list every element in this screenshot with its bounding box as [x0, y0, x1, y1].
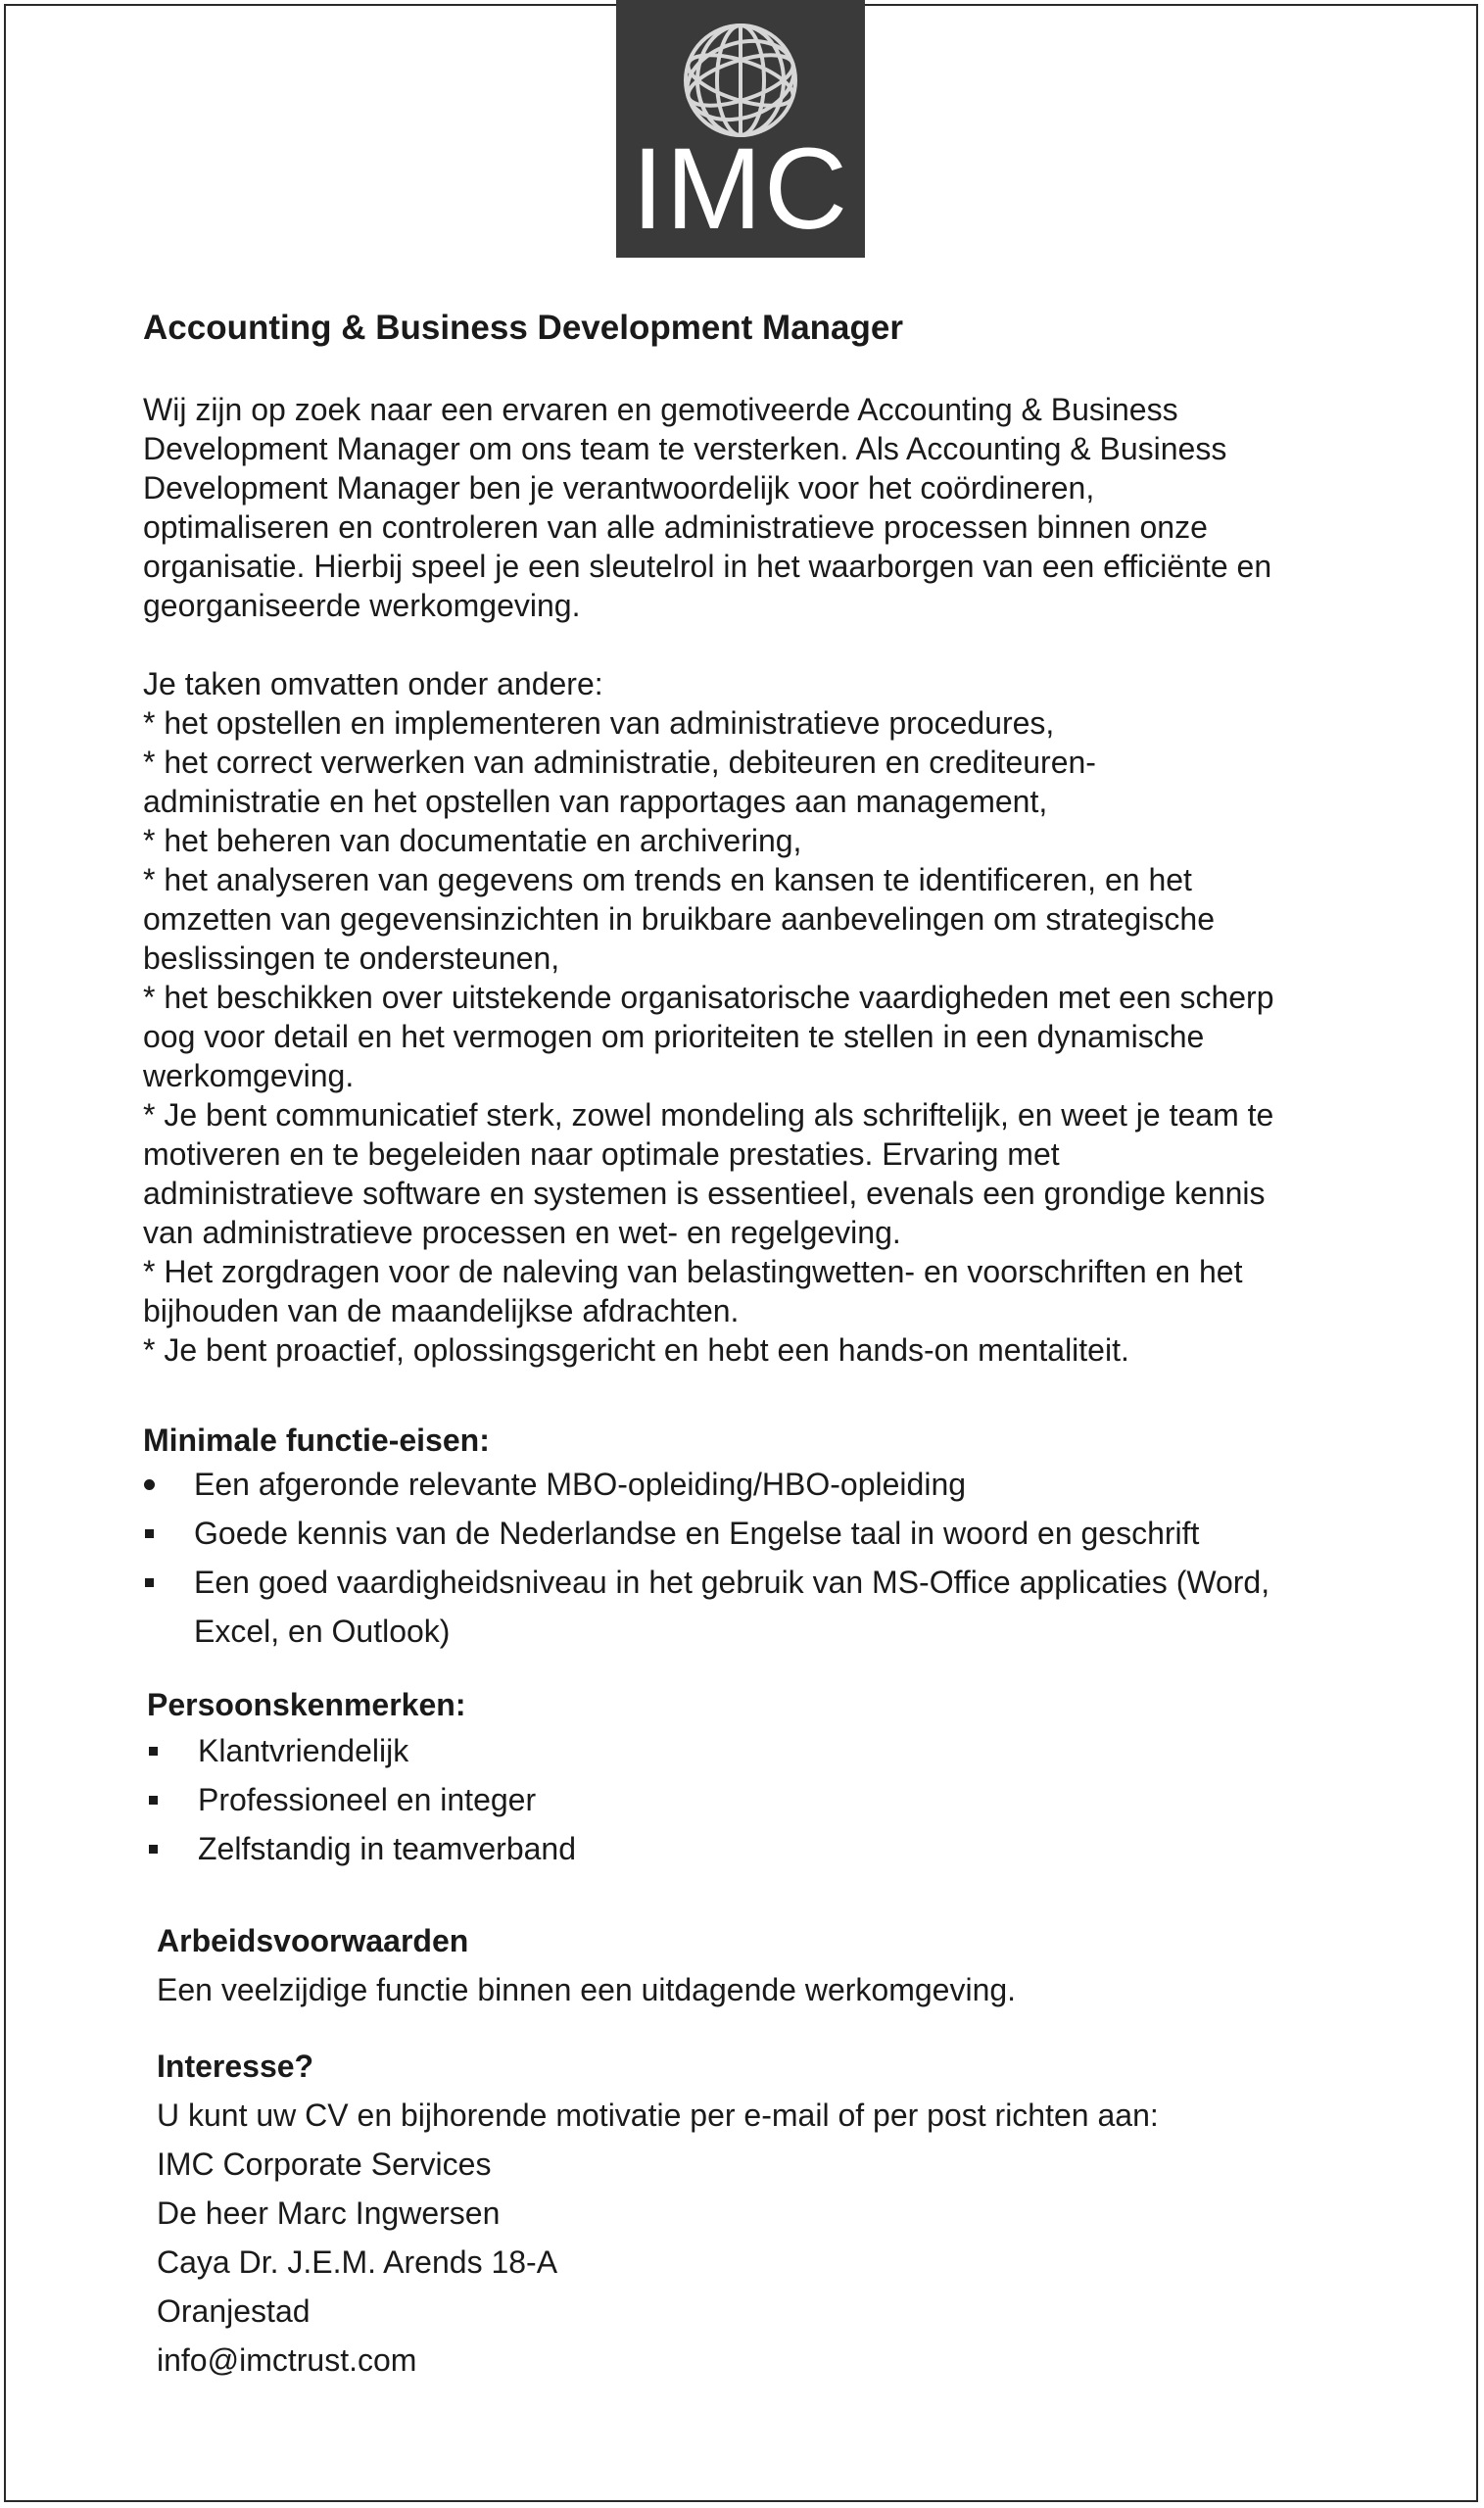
contact-person: De heer Marc Ingwersen [157, 2195, 501, 2231]
tasks-line: motiveren en te begeleiden naar optimale prestaties. Ervaring met [143, 1136, 1060, 1172]
list-item-text: Klantvriendelijk [198, 1733, 409, 1768]
intro-line: Wij zijn op zoek naar een ervaren en gemotiveerde Accounting & Business [143, 392, 1178, 427]
requirements-heading: Minimale functie-eisen: [143, 1423, 490, 1458]
tasks-line: * het beheren van documentatie en archivering, [143, 823, 802, 858]
list-item [147, 1824, 1416, 1873]
bullet-icon [145, 1578, 154, 1587]
tasks-line: * Je bent communicatief sterk, zowel mondeling als schriftelijk, en weet je team te [143, 1097, 1274, 1133]
tasks-line: oog voor detail en het vermogen om prioriteiten te stellen in een dynamische [143, 1019, 1205, 1054]
tasks-line: * het beschikken over uitstekende organisatorische vaardigheden met een scherp [143, 980, 1274, 1015]
job-title: Accounting & Business Development Manager [143, 309, 903, 347]
list-item [143, 1558, 1416, 1607]
tasks-line: * Je bent proactief, oplossingsgericht en hebt een hands-on mentaliteit. [143, 1332, 1129, 1368]
list-item [147, 1726, 1416, 1775]
tasks-line: van administratieve processen en wet- en regelgeving. [143, 1215, 901, 1250]
company-name: IMC Corporate Services [157, 2146, 492, 2182]
tasks-line: omzetten van gegevensinzichten in bruikbare aanbevelingen om strategische [143, 901, 1216, 937]
list-item-text: Excel, en Outlook) [194, 1614, 451, 1649]
intro-line: Development Manager ben je verantwoordelijk voor het coördineren, [143, 470, 1095, 506]
tasks-line: beslissingen te ondersteunen, [143, 940, 560, 976]
address-city: Oranjestad [157, 2293, 311, 2329]
list-item [143, 1509, 1416, 1558]
list-item [143, 1460, 1416, 1509]
bullet-icon [149, 1796, 158, 1805]
interest-section [143, 2042, 1416, 2385]
list-item-text: Een goed vaardigheidsniveau in het gebruik van MS-Office applicaties (Word, [194, 1565, 1270, 1600]
interest-heading: Interesse? [157, 2049, 314, 2084]
conditions-text: Een veelzijdige functie binnen een uitdagende werkomgeving. [157, 1972, 1017, 2007]
requirements-section [143, 1421, 1416, 1656]
address-street: Caya Dr. J.E.M. Arends 18-A [157, 2244, 558, 2280]
email-link[interactable]: info@imctrust.com [157, 2342, 417, 2378]
tasks-line: * het opstellen en implementeren van administratieve procedures, [143, 705, 1055, 741]
imc-logo [616, 0, 865, 258]
personality-list [147, 1726, 1416, 1873]
tasks-line: bijhouden van de maandelijkse afdrachten. [143, 1293, 740, 1328]
tasks-line: administratie en het opstellen van rapportages aan management, [143, 784, 1048, 819]
intro-line: georganiseerde werkomgeving. [143, 588, 581, 623]
list-item [147, 1775, 1416, 1824]
tasks-line: * het correct verwerken van administratie, debiteuren en crediteuren- [143, 745, 1096, 780]
tasks-line: administratieve software en systemen is essentieel, evenals een grondige kennis [143, 1176, 1266, 1211]
intro-line: Development Manager om ons team te versterken. Als Accounting & Business [143, 431, 1227, 466]
intro-paragraph [143, 390, 1416, 625]
intro-line: organisatie. Hierbij speel je een sleutelrol in het waarborgen van een efficiënte en [143, 549, 1272, 584]
list-item-text: Zelfstandig in teamverband [198, 1831, 576, 1866]
requirements-list [143, 1460, 1416, 1656]
intro-line: optimaliseren en controleren van alle administratieve processen binnen onze [143, 509, 1208, 545]
bullet-icon [145, 1529, 154, 1538]
bullet-icon [149, 1747, 158, 1756]
tasks-line: werkomgeving. [143, 1058, 355, 1093]
personality-heading: Persoonskenmerken: [147, 1687, 466, 1722]
list-item-text: Professioneel en integer [198, 1782, 537, 1817]
bullet-icon [144, 1479, 155, 1490]
globe-icon [680, 20, 801, 141]
job-posting [143, 292, 1416, 2385]
conditions-heading: Arbeidsvoorwaarden [157, 1923, 469, 1958]
logo-wordmark: IMC [631, 124, 850, 254]
tasks-line: * het analyseren van gegevens om trends en kansen te identificeren, en het [143, 862, 1192, 897]
list-item-text: Goede kennis van de Nederlandse en Engelse taal in woord en geschrift [194, 1516, 1200, 1551]
tasks-section [143, 664, 1416, 1370]
tasks-line: Je taken omvatten onder andere: [143, 666, 603, 701]
interest-line: U kunt uw CV en bijhorende motivatie per e-mail of per post richten aan: [157, 2098, 1159, 2133]
conditions-section [143, 1916, 1416, 2014]
list-item-text: Een afgeronde relevante MBO-opleiding/HBO-opleiding [194, 1467, 967, 1502]
bullet-icon [149, 1845, 158, 1854]
personality-section [143, 1685, 1416, 1873]
tasks-line: * Het zorgdragen voor de naleving van belastingwetten- en voorschriften en het [143, 1254, 1243, 1289]
list-item-continuation [143, 1607, 1416, 1656]
